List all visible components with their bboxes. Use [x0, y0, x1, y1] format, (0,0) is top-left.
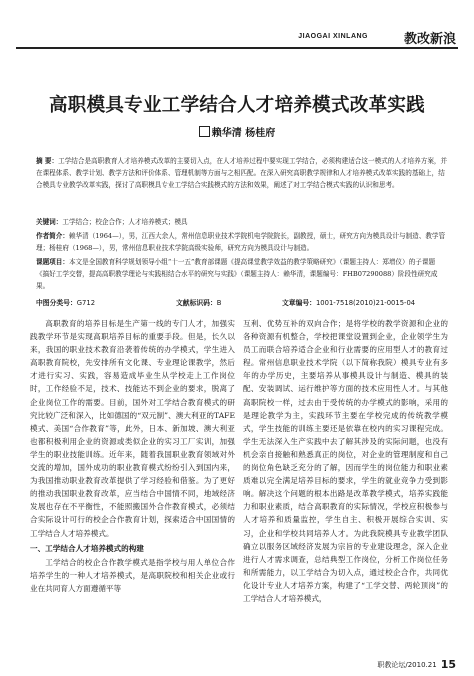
article-number-value: 1001-7518(2010)21-0015-04 — [315, 299, 416, 307]
author-info-label: 作者简介： — [36, 232, 69, 240]
section-heading: 一、工学结合人才培养模式的构建 — [30, 543, 144, 553]
keywords-text: 工学结合；校企合作；人才培养模式；模具 — [62, 218, 188, 226]
abstract-label: 摘 要： — [36, 157, 59, 165]
article-authors — [0, 124, 474, 139]
journal-name-english: JIAOGAI XINLANG — [298, 33, 368, 40]
footer-journal: 职教论坛/2010.21 — [377, 661, 437, 669]
fund-label: 课题项目： — [36, 258, 69, 266]
doc-code-value: B — [216, 299, 222, 307]
author-info-text: 赖华清（1964—），男，江西大余人，常州信息职业技术学院机电学院院长，副教授，硕士，研究方向为模具设计与制造、教学管理；杨桂府（1968—），男，常州信息职业技术学院高级实验师，研究方向为模具设计与制造。 — [36, 232, 446, 252]
body-paragraph: 互利、优势互补的双向合作；是将学校的教学资源和企业的各种资源有机整合，学校把课堂设置到企业，企业领学生为员工而联合培养适合企业和行业需要的应用型人才的教育过程。常州信息职业技术学院（以下简称我院）模具专业有多年的办学历史，主要培养从事模具设计与制造、模具的装配、安装调试、运行维护等方面的技术应用性人才。与其他高职院校一样，过去由于受传统的办学模式的影响，采用的是理论教学为主，实践环节主要在学校完成的传统教学模式，学生技能的训练主要还是依靠在校内的实习课程完成。学生无法深入生产实践中去了解其涉及的实际问题，也没有机会亲自接触和熟悉真正的岗位，对企业的管理制度和自己的岗位角色缺乏充分的了解，因而学生的岗位能力和职业素质难以完全满足培养目标的要求，学生的就业竞争力受到影响。解决这个问题的根本出路是改革教学模式，培养实践能力和职业素质，结合高职教育的实际情况，学校应积极参与人才培养和质量监控，学生自主、积极开展综合实训、实习，企业和学校共同培养人才。为此我院模具专业教学团队确立以服务区域经济发展为宗旨的专业建设理念，深入企业进行人才需求调查，总结典型工作岗位，分析工作岗位任务和所需能力，以工学结合为切入点，通过校企合作，共同优化设计专业人才培养方案，构建了“工学交替、两轮顶岗”的工学结合人才培养模式， — [243, 319, 448, 603]
clc-label: 中图分类号： — [36, 299, 77, 307]
author-names: 赖华清 杨桂府 — [211, 128, 276, 139]
fund-info — [36, 256, 448, 292]
body-column-left — [30, 317, 235, 595]
author-info — [36, 230, 448, 254]
header-rule — [16, 47, 458, 49]
article-title: 高职模具专业工学结合人才培养模式改革实践 — [48, 95, 425, 116]
abstract-text: 工学结合是高职教育人才培养模式改革的主要切入点，在人才培养过程中要实现工学结合，必须构建适合这一模式的人才培养方案，并在课程体系、教学计划、教学方法和评价体系、管理机制等方面与之相匹配。在深入研究高职教学规律和人才培养模式改革实践的基础上，结合模具专业教学改革实践，探讨了高职模具专业工学结合实践模式的方法和效果，阐述了对工学结合模式实践的认识和思考。 — [36, 157, 448, 189]
clc-number — [36, 297, 95, 307]
fund-text: 本文是全国教育科学规划领导小组“十一五”教育部课题《提高课堂教学效益的教学策略研究》（课题主持人：郑增仪）的子课题《搞好工学交替，提高高职教学理论与实践相结合水平的研究与实践》（课题主持人：赖华清，课题编号：FHB07290088）阶段性研究成果。 — [36, 258, 438, 290]
article-number — [282, 297, 415, 307]
page-footer — [377, 658, 456, 671]
page-number: 15 — [440, 658, 456, 671]
doc-code-label: 文献标识码： — [176, 299, 217, 307]
abstract — [36, 155, 448, 191]
clc-value: G712 — [76, 299, 96, 307]
body-paragraph: 高职教育的培养目标是生产第一线的专门人才，加强实践教学环节是实现高职培养目标的重要手段。但是，长久以来，我国的职业技术教育沿袭着传统的办学模式，学生进入高职教育院校，先安排所有文化课、专业理论课教学，然后才进行实习、实践，容易造成毕业生从学校走上工作岗位时，工作经验不足，技术、技能达不到企业的要求，脱离了企业岗位工作的需要。目前，国外对工学结合教育模式的研究比较广泛和深入，比如德国的“双元制”、澳大利亚的TAFE模式、美国“合作教育”等，此外，日本、新加坡、澳大利亚也都积极利用企业的资源或类似企业的实习工厂实训，加强学生的职业技能训练。近年来，随着我国职业教育领域对外交流的增加，国外成功的职业教育模式纷纷引入到国内来，为我国推动职业教育改革提供了学习经验和借鉴。为了更好的推动我国职业教育改革，应当结合中国情不同，地域经济发展也存在不平衡性，不能照搬国外合作教育模式，必须结合实际设计可行的校企合作教育计划，探索适合中国国情的工学结合人才培养模式。 — [30, 319, 235, 538]
journal-column-name: 教改新浪 — [403, 32, 456, 47]
keywords-label: 关键词： — [36, 218, 63, 226]
author-box-icon — [199, 126, 210, 137]
body-column-right — [243, 317, 448, 605]
document-code — [176, 297, 221, 307]
article-number-label: 文章编号： — [282, 299, 316, 307]
body-paragraph: 工学结合的校企合作教学模式是指学校与用人单位合作培养学生的一种人才培养模式，是高职院校和相关企业或行业在共同育人方面遵循平等 — [30, 557, 235, 593]
keywords — [36, 216, 448, 228]
